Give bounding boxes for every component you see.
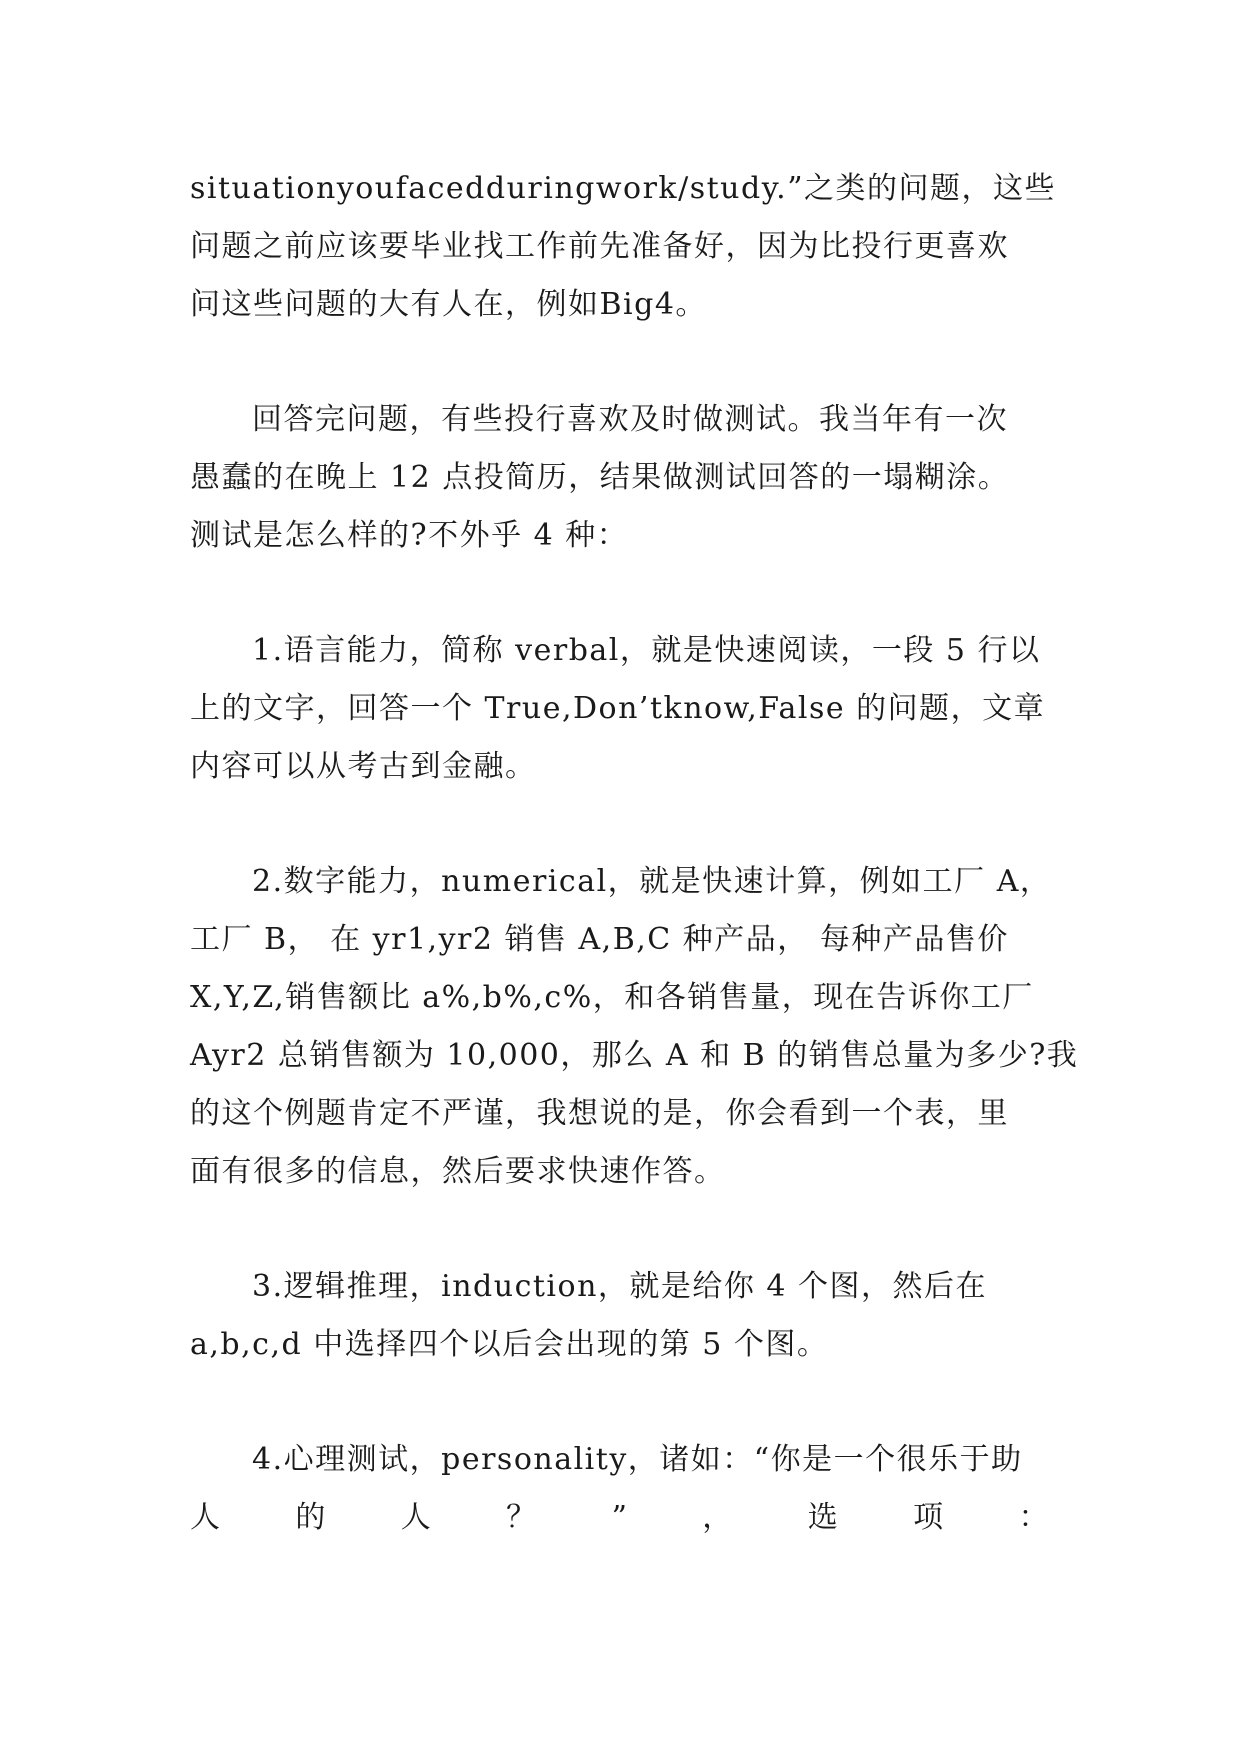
text-line: 问这些问题的大有人在，例如Big4。	[190, 287, 707, 322]
text-line: X,Y,Z,销售额比 a%,b%,c%，和各销售量，现在告诉你工厂	[190, 980, 1034, 1015]
justified-text-line	[190, 1489, 1050, 1547]
text-line: 1.语言能力，简称 verbal，就是快速阅读，一段 5 行以	[252, 633, 1041, 668]
text-line: 上的文字，回答一个 True,Don’tknow,False 的问题，文章	[190, 691, 1046, 726]
text-line: 3.逻辑推理，induction，就是给你 4 个图，然后在	[252, 1269, 988, 1304]
text-line: 愚蠢的在晚上 12 点投简历，结果做测试回答的一塌糊涂。	[190, 460, 1010, 495]
text-line: situationyoufacedduringwork/study.”之类的问题，这些	[190, 171, 1057, 206]
glyph: 人	[400, 1500, 433, 1535]
paragraph-2	[190, 391, 1050, 565]
glyph: 项	[913, 1500, 945, 1535]
paragraph-personality-test	[190, 1431, 1050, 1547]
glyph: ？	[506, 1500, 538, 1535]
paragraph-1	[190, 160, 1057, 334]
paragraph-verbal-test	[190, 622, 1050, 796]
paragraph-numerical-test	[190, 853, 1079, 1201]
glyph: 的	[295, 1500, 327, 1535]
text-line: 4.心理测试，personality，诸如：“你是一个很乐于助	[252, 1442, 1023, 1477]
text-line: Ayr2 总销售额为 10,000，那么 A 和 B 的销售总量为多少?我	[190, 1038, 1079, 1073]
glyph: ，	[702, 1500, 734, 1535]
document-body	[190, 160, 1079, 1547]
text-line: 面有很多的信息，然后要求快速作答。	[190, 1154, 726, 1189]
text-line: 的这个例题肯定不严谨，我想说的是，你会看到一个表，里	[190, 1096, 1009, 1131]
glyph: 选	[807, 1500, 840, 1535]
paragraph-induction-test	[190, 1258, 1050, 1374]
text-line: a,b,c,d 中选择四个以后会出现的第 5 个图。	[190, 1327, 829, 1362]
glyph: ：	[1018, 1500, 1050, 1535]
glyph: ”	[611, 1500, 629, 1535]
text-line: 测试是怎么样的?不外乎 4 种：	[190, 518, 629, 553]
text-line: 内容可以从考古到金融。	[190, 749, 537, 784]
text-line: 工厂 B， 在 yr1,yr2 销售 A,B,C 种产品， 每种产品售价	[190, 922, 1009, 957]
text-line: 问题之前应该要毕业找工作前先准备好，因为比投行更喜欢	[190, 229, 1009, 264]
text-line: 2.数字能力，numerical，就是快速计算，例如工厂 A，	[252, 864, 1052, 899]
glyph: 人	[190, 1500, 222, 1535]
text-line: 回答完问题，有些投行喜欢及时做测试。我当年有一次	[252, 402, 1008, 437]
